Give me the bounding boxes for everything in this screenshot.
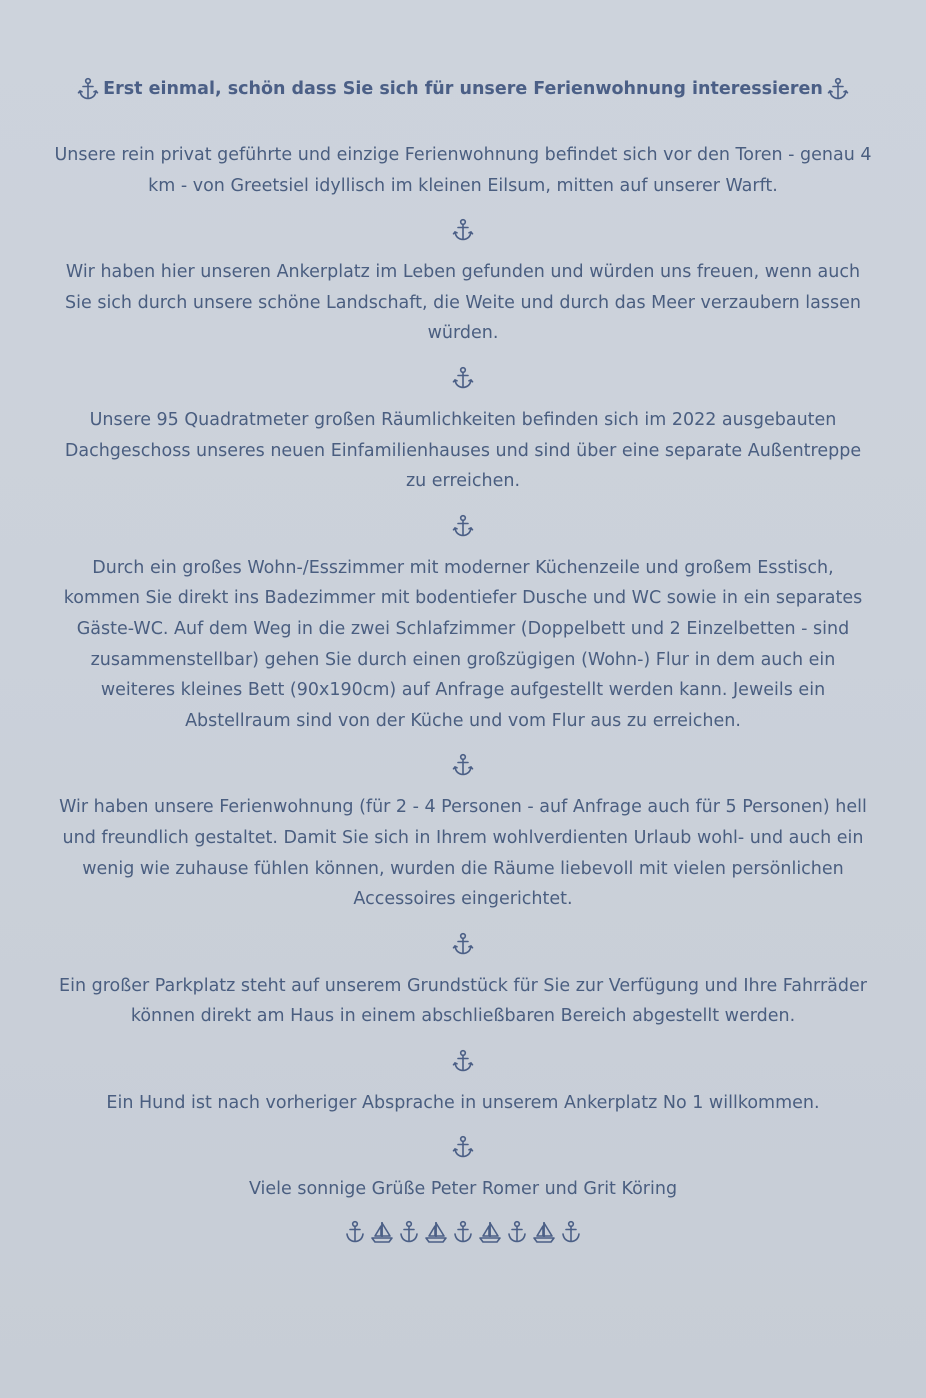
page-heading (52, 74, 874, 104)
anchor-icon (506, 1220, 528, 1244)
anchor-icon (452, 932, 474, 956)
paragraph-raeume: Unsere 95 Quadratmeter großen Räumlichkeiten befinden sich im 2022 ausgebauten Dachgeschoss unseres neuen Einfamilienhauses und sind über eine separate Außentreppe zu erreichen. (64, 409, 862, 492)
anchor-icon (452, 1135, 474, 1159)
paragraph-parkplatz: Ein großer Parkplatz steht auf unserem Grundstück für Sie zur Verfügung und Ihre Fahrräder können direkt am Haus in einem abschließbaren Bereich abgestellt werden. (59, 975, 867, 1027)
paragraph-intro: Unsere rein privat geführte und einzige Ferienwohnung befindet sich vor den Toren - genau 4 km - von Greetsiel idyllisch im kleinen Eilsum, mitten auf unserer Warft. (54, 145, 872, 196)
anchor-divider (52, 750, 874, 780)
anchor-icon (452, 514, 474, 538)
paragraph-hund: Ein Hund ist nach vorheriger Absprache in unserem Ankerplatz No 1 willkommen. (106, 1092, 820, 1113)
sailboat-icon (370, 1220, 394, 1244)
anchor-divider (52, 1046, 874, 1076)
anchor-icon (560, 1220, 582, 1244)
closing-greeting: Viele sonnige Grüße Peter Romer und Grit Köring (248, 1179, 678, 1200)
heading-text: Erst einmal, schön dass Sie sich für unsere Ferienwohnung interessieren (103, 79, 823, 99)
anchor-divider (52, 511, 874, 541)
paragraph-ausstattung: Wir haben unsere Ferienwohnung (für 2 - 4 Personen - auf Anfrage auch für 5 Personen) hell und freundlich gestaltet. Damit Sie sich in Ihrem wohlverdienten Urlaub wohl- und auch ein wenig wie zuhause fühlen können, wurden die Räume liebevoll mit vielen persönlichen Accessoires eingerichtet. (59, 797, 867, 910)
paragraph-grundriss: Durch ein großes Wohn-/Esszimmer mit moderner Küchenzeile und großem Esstisch, kommen Sie direkt ins Badezimmer mit bodentiefer Dusche und WC sowie in ein separates Gäste-WC. Auf dem Weg in die zwei Schlafzimmer (Doppelbett und 2 Einzelbetten - sind zusammenstellbar) gehen Sie durch einen großzügigen (Wohn-) Flur in dem auch ein weiteres kleines Bett (90x190cm) auf Anfrage aufgestellt werden kann. Jeweils ein Abstellraum sind von der Küche und vom Flur aus zu erreichen. (63, 557, 863, 731)
anchor-divider (52, 1132, 874, 1162)
anchor-divider (52, 215, 874, 245)
anchor-divider (52, 929, 874, 959)
sailboat-icon (532, 1220, 556, 1244)
anchor-icon (344, 1220, 366, 1244)
anchor-icon (452, 1049, 474, 1073)
anchor-icon (452, 366, 474, 390)
sailboat-icon (424, 1220, 448, 1244)
anchor-icon (827, 77, 849, 101)
anchor-divider (52, 363, 874, 393)
footer-ornament (52, 1220, 874, 1244)
paragraph-ankerplatz: Wir haben hier unseren Ankerplatz im Leben gefunden und würden uns freuen, wenn auch Sie sich durch unsere schöne Landschaft, die Weite und durch das Meer verzaubern lassen würden. (65, 262, 861, 344)
anchor-icon (452, 1220, 474, 1244)
anchor-icon (398, 1220, 420, 1244)
anchor-icon (452, 753, 474, 777)
anchor-icon (77, 77, 99, 101)
anchor-icon (452, 218, 474, 242)
sailboat-icon (478, 1220, 502, 1244)
